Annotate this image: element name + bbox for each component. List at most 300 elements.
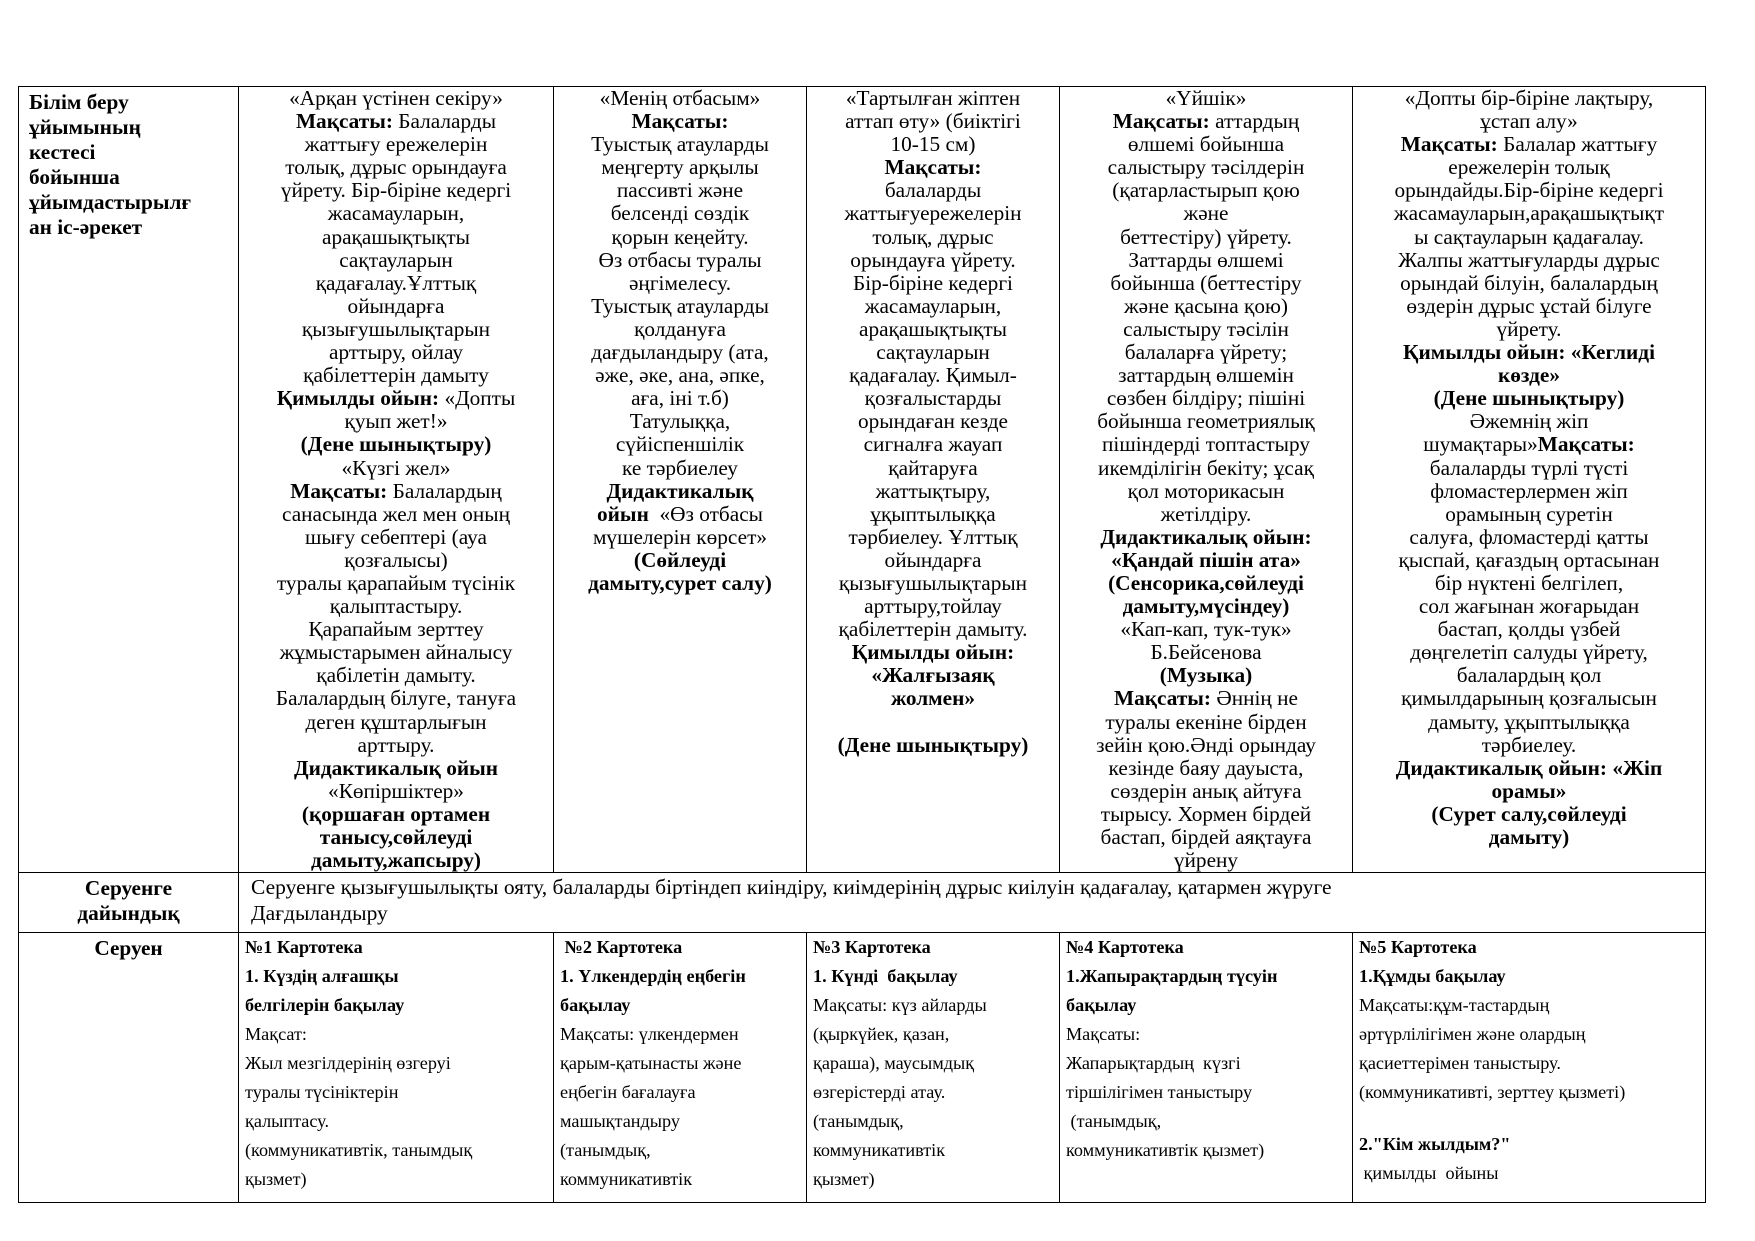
- line-text: белгілерін бақылау: [245, 995, 405, 1016]
- text-line: [556, 526, 804, 549]
- line-text: ережелерін толық: [1448, 155, 1610, 180]
- text-line: [1066, 1136, 1346, 1165]
- line-text: тәрбиелеу.: [1481, 732, 1577, 757]
- text-line: [560, 991, 800, 1020]
- text-line: [1355, 572, 1703, 595]
- text-line: [813, 1136, 1053, 1165]
- line-text: дағдыландыру (ата,: [591, 340, 769, 365]
- text-line: [241, 826, 551, 849]
- line-text: қолдануға: [634, 316, 726, 341]
- text-line: [1355, 364, 1703, 387]
- text-line: [241, 780, 551, 803]
- text-line: [1062, 664, 1350, 687]
- text-line: [1355, 641, 1703, 664]
- text-line: [809, 202, 1057, 225]
- text-line: [1355, 503, 1703, 526]
- line-text: өздерін дұрыс ұстай білуге: [1406, 293, 1652, 318]
- text-line: [241, 664, 551, 687]
- line-text: 10-15 см): [890, 132, 976, 157]
- text-line: [556, 433, 804, 456]
- line-text: орындайды.Бір-біріне кедергі: [1394, 178, 1664, 203]
- line-text: үйрену: [1173, 848, 1239, 873]
- line-text: (танымдық,: [813, 1111, 904, 1132]
- line-text: 1. Күнді бақылау: [813, 966, 958, 987]
- text-line: [809, 364, 1057, 387]
- text-line: [809, 618, 1057, 641]
- text-line: [1355, 826, 1703, 849]
- line-text: сөздерін анық айтуға: [1110, 778, 1302, 803]
- text-line: [560, 1020, 800, 1049]
- line-text: қабілеттерін дамыту: [303, 363, 489, 388]
- line-text: қайтаруға: [888, 455, 978, 480]
- text-line: [1355, 618, 1703, 641]
- line-text: бір нүктені белгілеп,: [1434, 570, 1624, 595]
- line-lead: ойын: [597, 501, 649, 526]
- text-line: [241, 641, 551, 664]
- text-line: [241, 87, 551, 110]
- text-line: [1355, 595, 1703, 618]
- text-line: [1359, 1049, 1699, 1078]
- line-text: Мақсаты: күз айларды: [813, 995, 987, 1016]
- line-text: №3 Картотека: [813, 937, 931, 958]
- line-text: толық, дұрыс орындауға: [285, 155, 507, 180]
- text-line: [1062, 711, 1350, 734]
- line-text: машықтандыру: [560, 1111, 680, 1132]
- text-line: [556, 364, 804, 387]
- text-line: [556, 480, 804, 503]
- line-text: 1. Күздің алғашқы: [245, 966, 399, 987]
- line-text: қызығушылықтарын: [301, 316, 491, 341]
- line-text: дамыту,сурет салу): [588, 570, 772, 595]
- blank-line: [809, 711, 1057, 734]
- line-text: Жапарықтардың күзгі: [1066, 1053, 1241, 1074]
- text-line: [809, 687, 1057, 710]
- line-text: қуып жет!»: [344, 409, 448, 434]
- activity-cell-1: [239, 87, 554, 873]
- line-text: жасамауларын,: [864, 293, 1002, 318]
- text-line: [809, 664, 1057, 687]
- line-text: еңбегін бағалауға: [560, 1082, 696, 1103]
- text-line: [1355, 179, 1703, 202]
- line-text: қозғалысы): [344, 547, 448, 572]
- text-line: [556, 87, 804, 110]
- line-text: салуға, фломастерді қатты: [1409, 524, 1649, 549]
- line-text: қараша), маусымдық: [813, 1053, 975, 1074]
- text-line: [1066, 991, 1346, 1020]
- line-lead: шумақтары»: [1423, 432, 1538, 457]
- line-text: Мақсаты:құм-тастардың: [1359, 995, 1550, 1016]
- line-text: «Жалғызаяқ: [871, 663, 995, 688]
- line-text: үйрету. Бір-біріне кедергі: [280, 178, 512, 203]
- text-line: [1062, 480, 1350, 503]
- line-text: «Кап-кап, тук-тук»: [1120, 617, 1292, 642]
- line-text: (қоршаған ортамен: [301, 801, 491, 826]
- line-text: көзде»: [1498, 363, 1560, 388]
- line-text: Туыстық атауларды: [591, 132, 769, 157]
- card-file-cell-3: [807, 933, 1060, 1203]
- text-line: [809, 503, 1057, 526]
- text-line: [1066, 1078, 1346, 1107]
- line-text: №1 Картотека: [245, 937, 363, 958]
- line-text: заттардың өлшемін: [1118, 363, 1294, 388]
- text-line: [556, 341, 804, 364]
- line-text: жасамауларын,арақашықтықт: [1393, 201, 1665, 226]
- line-text: «Допты бір-біріне лақтыру,: [1404, 86, 1654, 110]
- text-line: [1355, 780, 1703, 803]
- line-text: орындаған кезде: [857, 409, 1009, 434]
- text-line: [1062, 457, 1350, 480]
- text-line: [1062, 849, 1350, 872]
- text-line: [556, 295, 804, 318]
- text-line: [1355, 249, 1703, 272]
- text-line: ұйымдастырылғ: [29, 190, 192, 214]
- text-line: ұйымының: [29, 115, 141, 139]
- line-text: қызығушылықтарын: [838, 570, 1028, 595]
- line-text: бақылау: [1066, 995, 1137, 1016]
- line-text: №4 Картотека: [1066, 937, 1184, 958]
- line-tail: Менің отбасым»: [610, 86, 761, 110]
- line-text: арттыру,тойлау: [864, 594, 1002, 619]
- text-line: [241, 156, 551, 179]
- text-line: [556, 179, 804, 202]
- line-text: Мақсаты:: [884, 155, 982, 180]
- text-line: [809, 572, 1057, 595]
- line-text: беттестіру) үйрету.: [1120, 224, 1292, 249]
- text-line: [560, 1165, 800, 1194]
- line-text: тырысу. Хормен бірдей: [1100, 801, 1312, 826]
- text-line: [241, 549, 551, 572]
- walk-prep-row: [19, 873, 1706, 933]
- line-text: балаларды: [884, 178, 982, 203]
- text-line: кестесі: [29, 140, 96, 164]
- text-line: [1359, 933, 1699, 962]
- line-text: (қыркүйек, қазан,: [813, 1024, 950, 1045]
- line-text: «Үйшік»: [1165, 86, 1247, 110]
- text-line: [241, 202, 551, 225]
- line-text: жасамауларын,: [327, 201, 465, 226]
- line-lead: Мақсаты:: [1400, 132, 1498, 157]
- line-text: коммуникативтік: [813, 1140, 946, 1161]
- line-text: орындауға үйрету.: [850, 247, 1016, 272]
- line-text: Қимылды ойын: «Кеглиді: [1403, 340, 1655, 365]
- line-tail: «Өз отбасы: [648, 501, 763, 526]
- line-text: 2."Кім жылдым?": [1359, 1134, 1511, 1155]
- text-line: [1062, 226, 1350, 249]
- text-line: [813, 1049, 1053, 1078]
- text-line: [1355, 318, 1703, 341]
- text-line: [241, 179, 551, 202]
- text-line: Білім беру: [29, 90, 129, 114]
- text-line: [1355, 272, 1703, 295]
- line-text: орындай білуін, балалардың: [1400, 270, 1658, 295]
- line-text: Балалардың білуге, тануға: [275, 686, 517, 711]
- text-line: [241, 803, 551, 826]
- line-text: қарым-қатынасты және: [560, 1053, 742, 1074]
- line-text: қасиеттерімен таныстыру.: [1359, 1053, 1561, 1074]
- text-line: [1062, 202, 1350, 225]
- text-line: [241, 503, 551, 526]
- text-line: [241, 133, 551, 156]
- text-line: [556, 156, 804, 179]
- text-line: [1355, 387, 1703, 410]
- text-line: [813, 933, 1053, 962]
- text-line: [241, 734, 551, 757]
- text-line: [809, 433, 1057, 456]
- text-line: [1355, 110, 1703, 133]
- text-line: [1355, 803, 1703, 826]
- text-line: [556, 110, 804, 133]
- text-line: [556, 387, 804, 410]
- text-line: [1062, 826, 1350, 849]
- text-line: [245, 933, 547, 962]
- line-text: сигналға жауап: [863, 432, 1003, 457]
- text-line: [1355, 410, 1703, 433]
- line-text: Мақсаты: үлкендермен: [560, 1024, 739, 1045]
- line-text: қалыптастыру.: [329, 594, 463, 619]
- text-line: [241, 295, 551, 318]
- line-text: қалыптасу.: [245, 1111, 329, 1132]
- line-text: қимылды ойыны: [1359, 1163, 1499, 1184]
- line-text: өлшемі бойынша: [1127, 132, 1285, 157]
- text-line: [1062, 803, 1350, 826]
- text-line: [1062, 295, 1350, 318]
- line-text: арттыру.: [357, 732, 435, 757]
- text-line: [1355, 156, 1703, 179]
- text-line: [809, 549, 1057, 572]
- line-text: жолмен»: [890, 686, 976, 711]
- text-line: [556, 272, 804, 295]
- line-text: дамыту, ұқыптылыққа: [1428, 709, 1630, 734]
- line-tail: аттардың: [1209, 109, 1300, 134]
- text-line: ан іс-әрекет: [29, 215, 143, 239]
- line-text: Мақсат:: [245, 1024, 307, 1045]
- text-line: [1355, 341, 1703, 364]
- text-line: [809, 457, 1057, 480]
- line-text: қол моторикасын: [1127, 478, 1285, 503]
- text-line: [1062, 618, 1350, 641]
- line-text: «Күзгі жел»: [341, 455, 451, 480]
- text-line: [1062, 133, 1350, 156]
- line-text: қадағалау. Қимыл-: [849, 363, 1017, 388]
- text-line: [813, 1078, 1053, 1107]
- text-line: [1062, 641, 1350, 664]
- walk-prep-text: [239, 873, 1706, 933]
- text-line: [560, 933, 800, 962]
- text-line: [809, 249, 1057, 272]
- line-text: жұмыстарымен айналысу: [279, 640, 513, 665]
- line-text: Бір-біріне кедергі: [853, 270, 1013, 295]
- card-file-cell-2: [554, 933, 807, 1203]
- line-text: туралы екеніне бірден: [1105, 709, 1307, 734]
- line-text: әңгімелесу.: [628, 270, 732, 295]
- text-line: [1062, 410, 1350, 433]
- line-text: жетілдіру.: [1160, 501, 1252, 526]
- text-line: [1355, 687, 1703, 710]
- line-text: ке тәрбиелеу: [622, 455, 738, 480]
- text-line: [241, 433, 551, 456]
- activity-cell-4: [1060, 87, 1353, 873]
- line-text: (Сенсорика,сөйлеуді: [1108, 570, 1304, 595]
- line-text: тәрбиелеу. Ұлттық: [848, 524, 1018, 549]
- text-line: [241, 410, 551, 433]
- line-text: бақылау: [560, 995, 631, 1016]
- line-text: жаттығу ережелерін: [304, 132, 488, 157]
- line-text: аға, іні т.б): [631, 386, 729, 411]
- text-line: [813, 991, 1053, 1020]
- line-text: орамы»: [1491, 778, 1567, 803]
- line-text: ойындарға: [347, 293, 445, 318]
- text-line: [1062, 341, 1350, 364]
- text-line: [245, 991, 547, 1020]
- line-text: (коммуникативтік, танымдық: [245, 1140, 473, 1161]
- line-text: қабілеттерін дамыту.: [838, 617, 1028, 642]
- text-line: [556, 202, 804, 225]
- text-line: [809, 341, 1057, 364]
- text-line: [813, 1020, 1053, 1049]
- line-text: (Музыка): [1159, 663, 1253, 688]
- line-text: дамыту,жапсыру): [310, 848, 482, 873]
- line-text: кезінде баяу дауыста,: [1108, 755, 1304, 780]
- text-line: Серуенге қызығушылықты ояту, балаларды біртіндеп киіндіру, киімдерінің дұрыс киілуін қадағалау, қатармен жүруге: [251, 875, 1332, 900]
- text-line: [1355, 549, 1703, 572]
- text-line: [809, 272, 1057, 295]
- text-line: [1355, 202, 1703, 225]
- line-text: қорын кеңейту.: [611, 224, 749, 249]
- text-line: [1359, 1159, 1699, 1188]
- line-text: әртүрлілігімен және олардың: [1359, 1024, 1586, 1045]
- line-text: қызмет): [813, 1169, 875, 1190]
- text-line: [556, 572, 804, 595]
- text-line: [809, 410, 1057, 433]
- activity-cell-5: [1353, 87, 1706, 873]
- line-text: қыспай, қағаздың ортасынан: [1398, 547, 1660, 572]
- text-line: бойынша: [29, 165, 120, 189]
- line-text: (танымдық,: [1066, 1111, 1162, 1132]
- walk-prep-label: [19, 873, 239, 933]
- line-text: фломастерлермен жіп: [1430, 478, 1628, 503]
- text-line: [809, 387, 1057, 410]
- education-row-label: [19, 87, 239, 873]
- text-line: [1062, 549, 1350, 572]
- text-line: [809, 110, 1057, 133]
- line-lead: «: [599, 86, 611, 110]
- text-line: [1062, 433, 1350, 456]
- text-line: [556, 133, 804, 156]
- line-text: Қарапайым зерттеу: [308, 617, 484, 642]
- text-line: дайындық: [77, 901, 180, 926]
- line-text: Б.Бейсенова: [1150, 640, 1262, 665]
- line-text: қадағалау.Ұлттық: [315, 270, 477, 295]
- text-line: [560, 1136, 800, 1165]
- text-line: [809, 295, 1057, 318]
- line-text: меңгерту арқылы: [601, 155, 759, 180]
- line-text: белсенді сөздік: [610, 201, 750, 226]
- line-text: дөңгелетіп салуды үйрету,: [1410, 640, 1648, 665]
- text-line: [1355, 480, 1703, 503]
- line-text: коммуникативтік қызмет): [1066, 1140, 1265, 1161]
- text-line: [809, 133, 1057, 156]
- line-text: Татулыққа,: [629, 409, 731, 434]
- text-line: Серуенге: [84, 876, 173, 901]
- line-text: Мақсаты:: [1066, 1024, 1141, 1045]
- line-text: мүшелерін көрсет»: [592, 524, 768, 549]
- line-text: балаларға үйрету;: [1124, 340, 1288, 365]
- text-line: [1355, 295, 1703, 318]
- line-text: және: [1183, 201, 1229, 226]
- text-line: [245, 962, 547, 991]
- line-text: ұқыптылыққа: [870, 501, 996, 526]
- text-line: [1062, 364, 1350, 387]
- line-text: деген құштарлығын: [305, 709, 487, 734]
- line-text: салыстыру тәсілін: [1123, 316, 1289, 341]
- line-text: бойынша (беттестіру: [1110, 270, 1302, 295]
- text-line: [809, 526, 1057, 549]
- text-line: [556, 249, 804, 272]
- line-text: «Тартылған жіптен: [845, 86, 1021, 110]
- text-line: [245, 1020, 547, 1049]
- text-line: [809, 156, 1057, 179]
- text-line: [1062, 110, 1350, 133]
- text-line: [1062, 595, 1350, 618]
- text-line: [1359, 962, 1699, 991]
- line-text: «Қандай пішін ата»: [1111, 547, 1301, 572]
- blank-line: [1359, 1107, 1699, 1130]
- line-text: (Сөйлеуді: [633, 547, 727, 572]
- text-line: [813, 1165, 1053, 1194]
- text-line: [1355, 87, 1703, 110]
- text-line: [1355, 734, 1703, 757]
- text-line: [1066, 1107, 1346, 1136]
- line-text: сақтауларын: [339, 247, 453, 272]
- text-line: [809, 179, 1057, 202]
- text-line: [1359, 991, 1699, 1020]
- line-text: шығу себептері (ауа: [305, 524, 487, 549]
- line-text: Әжемнің жіп: [1469, 409, 1589, 434]
- line-text: бастап, қолды үзбей: [1437, 617, 1621, 642]
- text-line: [556, 410, 804, 433]
- text-line: [809, 595, 1057, 618]
- text-line: [241, 272, 551, 295]
- line-text: балалардың қол: [1456, 663, 1602, 688]
- line-text: туралы түсініктерін: [245, 1082, 399, 1103]
- text-line: [809, 641, 1057, 664]
- text-line: [1062, 780, 1350, 803]
- line-text: Өз отбасы туралы: [598, 247, 762, 272]
- line-text: жаттықтыру,: [875, 478, 991, 503]
- line-text: зейін қою.Әнді орындау: [1096, 732, 1316, 757]
- walk-row: [19, 933, 1706, 1203]
- line-text: Дидактикалық ойын: «Жіп: [1395, 755, 1663, 780]
- text-line: [1062, 387, 1350, 410]
- text-line: [1355, 433, 1703, 456]
- line-text: икемділігін бекіту; ұсақ: [1098, 455, 1314, 480]
- text-line: [556, 457, 804, 480]
- text-line: [245, 1078, 547, 1107]
- line-text: қозғалыстарды: [864, 386, 1002, 411]
- text-line: [809, 318, 1057, 341]
- text-line: [1355, 526, 1703, 549]
- line-text: дамыту): [1488, 825, 1570, 849]
- text-line: [241, 480, 551, 503]
- line-text: (Дене шынықтыру): [300, 432, 492, 457]
- line-text: сүйіспеншілік: [615, 432, 745, 457]
- text-line: [1062, 318, 1350, 341]
- text-line: [241, 687, 551, 710]
- line-text: Дидактикалық: [606, 478, 754, 503]
- line-text: Дидактикалық ойын: [293, 755, 499, 780]
- activity-cell-2: [554, 87, 807, 873]
- text-line: [241, 387, 551, 410]
